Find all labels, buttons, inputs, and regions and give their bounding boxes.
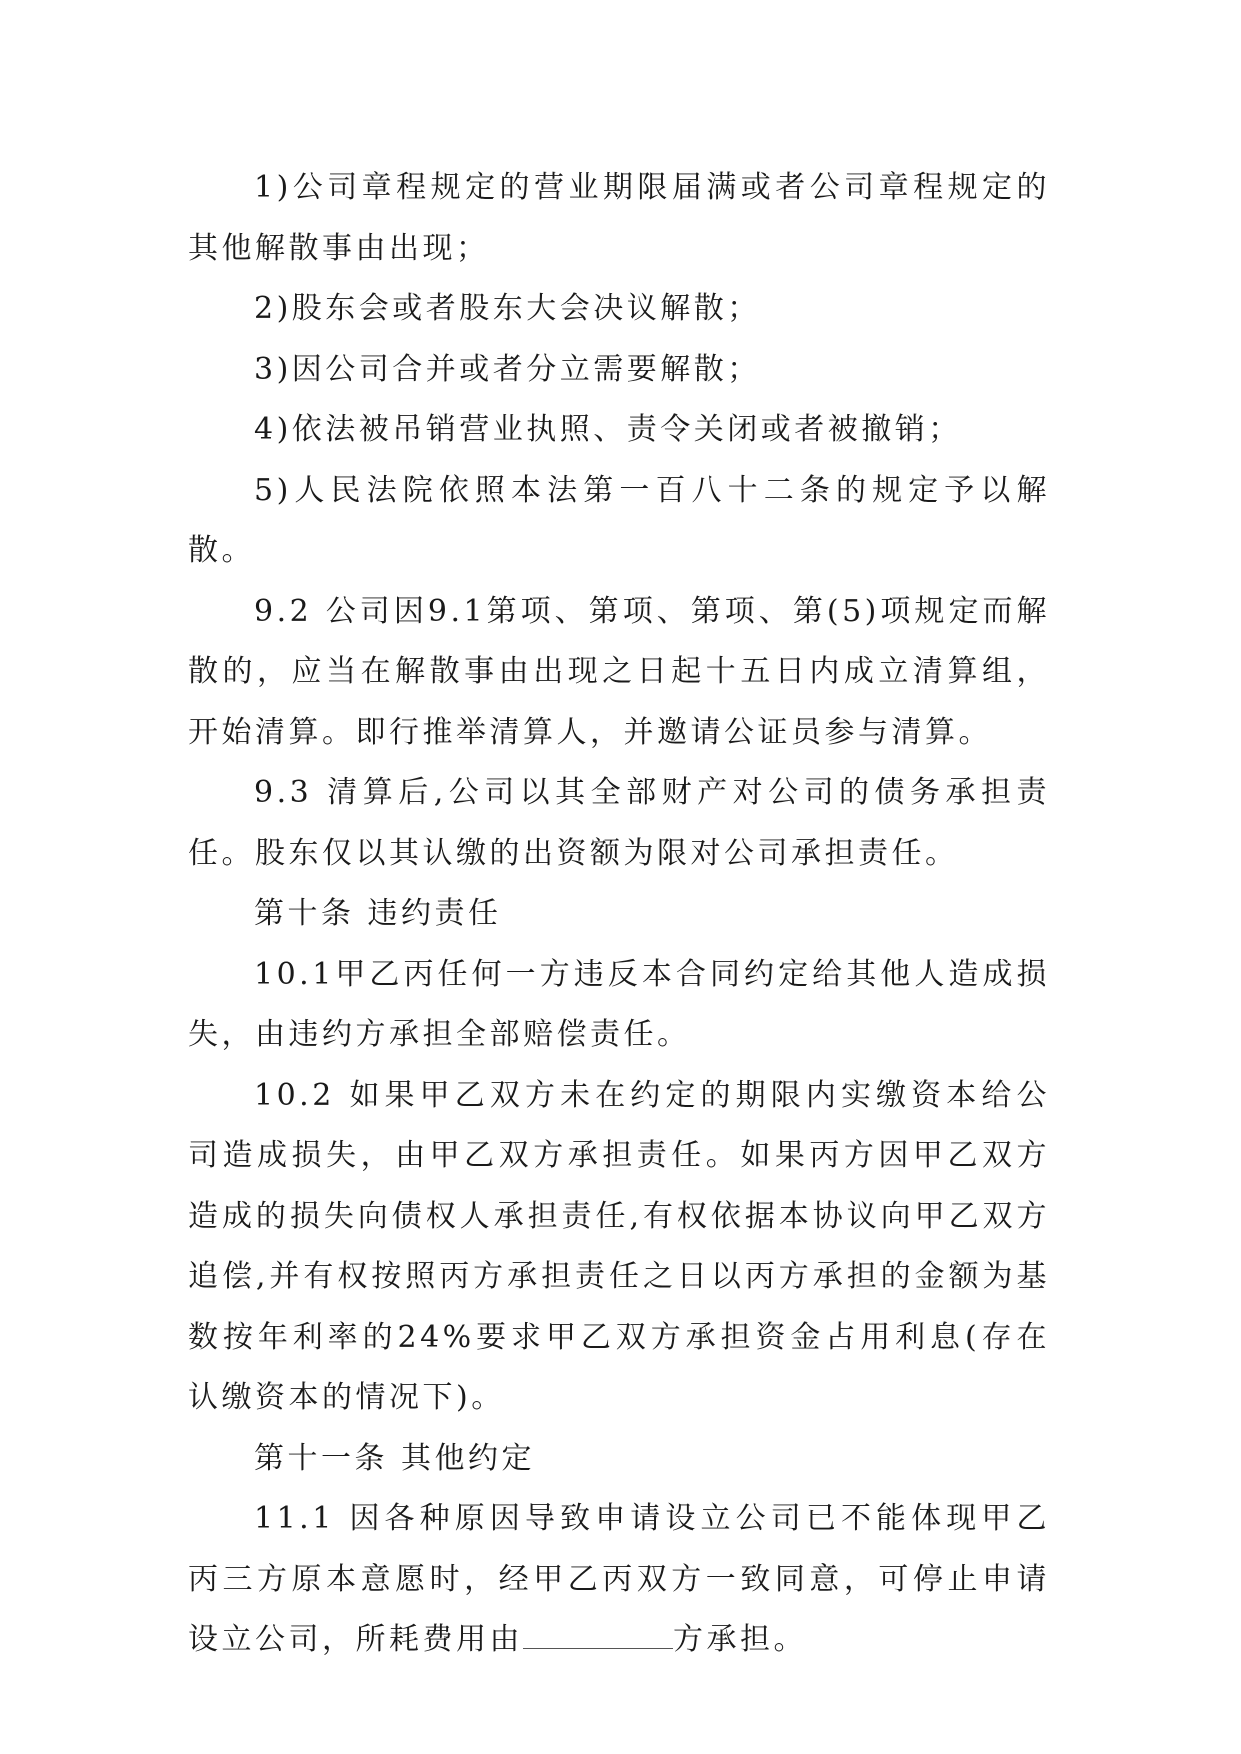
clause-9-2: 9.2 公司因9.1第项、第项、第项、第(5)项规定而解散的，应当在解散事由出现之日起十五日内成立清算组，开始清算。即行推举清算人，并邀请公证员参与清算。 [188,593,1050,750]
list-item: 1)公司章程规定的营业期限届满或者公司章程规定的其他解散事由出现； [188,170,1050,266]
article-11-title: 第十一条 其他约定 [254,1440,536,1476]
list-item: 3)因公司合并或者分立需要解散； [254,351,761,387]
clause-11-1-text: 11.1 因各种原因导致申请设立公司已不能体现甲乙丙三方原本意愿时，经甲乙丙双方一致同意，可停止申请设立公司，所耗费用由 [188,1501,1050,1657]
list-item: 4)依法被吊销营业执照、责令关闭或者被撤销； [254,412,962,447]
clause-10-1: 10.1甲乙丙任何一方违反本合同约定给其他人造成损失，由违约方承担全部赔偿责任。 [188,956,1050,1052]
clause-11-1 [188,1489,1050,1671]
fill-in-blank [523,1624,673,1649]
list-item: 5)人民法院依照本法第一百八十二条的规定予以解散。 [188,472,1050,568]
document-body [188,158,1050,1671]
article-10-title: 第十条 违约责任 [254,896,502,931]
clause-9-3: 9.3 清算后,公司以其全部财产对公司的债务承担责任。股东仅以其认缴的出资额为限对公司承担责任。 [188,775,1050,871]
clause-10-2: 10.2 如果甲乙双方未在约定的期限内实缴资本给公司造成损失，由甲乙双方承担责任。如果丙方因甲乙双方造成的损失向债权人承担责任,有权依据本协议向甲乙双方追偿,并有权按照丙方承担责任之日以丙方承担的金额为基数按年利率的24%要求甲乙双方承担资金占用利息(存在认缴资本的情况下)。 [188,1077,1050,1415]
list-item: 2)股东会或者股东大会决议解散； [254,291,761,326]
clause-11-1-tail: 方承担。 [673,1622,807,1657]
